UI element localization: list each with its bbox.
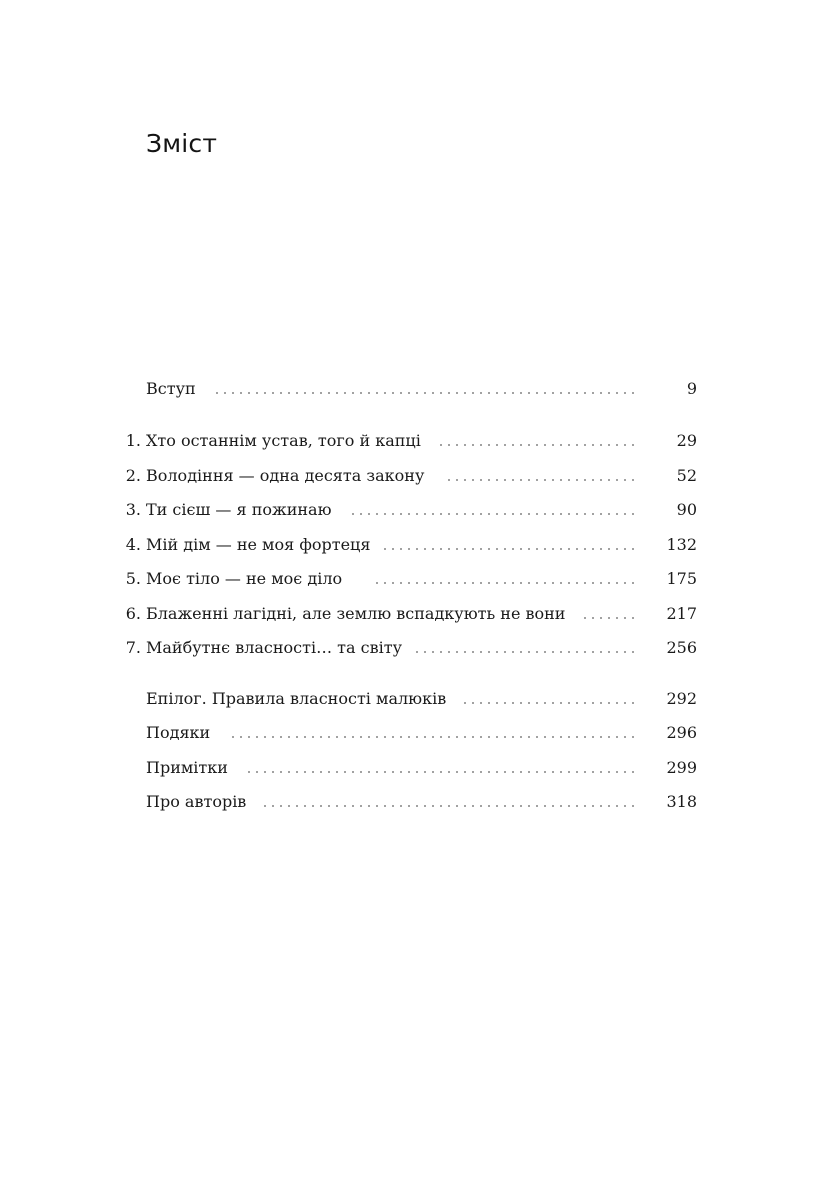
toc-entry-number: 6. xyxy=(125,604,141,623)
toc-entry-page: 9 xyxy=(686,379,697,398)
toc-entry-title: Майбутнє власності… та світу xyxy=(146,638,403,657)
page-title: Зміст xyxy=(146,129,218,158)
toc-entry-number: 3. xyxy=(125,500,141,519)
toc-entry-title: Примітки xyxy=(146,758,228,777)
toc-entry-page: 292 xyxy=(666,689,697,708)
dot-leader xyxy=(258,789,637,815)
toc-entry-title: Моє тіло — не моє діло xyxy=(146,569,343,588)
toc-entry-chapter-1[interactable] xyxy=(125,428,697,454)
toc-entry-page: 52 xyxy=(676,466,697,485)
toc-entry-page: 318 xyxy=(666,792,697,811)
toc-entry-title: Ти сієш — я пожинаю xyxy=(146,500,332,519)
dot-leader xyxy=(442,463,637,489)
toc-entry-notes[interactable] xyxy=(146,755,697,781)
dot-leader xyxy=(210,376,637,402)
toc-entry-page: 256 xyxy=(666,638,697,657)
dot-leader xyxy=(370,566,637,592)
toc-entry-title: Блаженні лагідні, але землю вспадкують не вони xyxy=(146,604,566,623)
dot-leader xyxy=(242,755,637,781)
toc-entry-chapter-3[interactable] xyxy=(125,497,697,523)
toc-entry-number: 1. xyxy=(125,431,141,450)
toc-entry-chapter-2[interactable] xyxy=(125,463,697,489)
toc-entry-chapter-6[interactable] xyxy=(125,601,697,627)
dot-leader xyxy=(434,428,637,454)
dot-leader xyxy=(458,686,637,712)
toc-entry-page: 132 xyxy=(666,535,697,554)
toc-entry-page: 29 xyxy=(676,431,697,450)
toc-entry-number: 5. xyxy=(125,569,141,588)
toc-entry-number: 4. xyxy=(125,535,141,554)
toc-entry-page: 299 xyxy=(666,758,697,777)
toc-entry-title: Епілог. Правила власності малюків xyxy=(146,689,447,708)
toc-entry-about-authors[interactable] xyxy=(146,789,697,815)
dot-leader xyxy=(410,635,637,661)
dot-leader xyxy=(378,532,637,558)
dot-leader xyxy=(346,497,637,523)
toc-entry-number: 2. xyxy=(125,466,141,485)
toc-entry-intro[interactable] xyxy=(146,376,697,402)
toc-entry-title: Вступ xyxy=(146,379,196,398)
toc-entry-chapter-7[interactable] xyxy=(125,635,697,661)
toc-entry-page: 175 xyxy=(666,569,697,588)
toc-entry-chapter-5[interactable] xyxy=(125,566,697,592)
toc-entry-number: 7. xyxy=(125,638,141,657)
dot-leader xyxy=(578,601,637,627)
toc-entry-page: 296 xyxy=(666,723,697,742)
toc-entry-title: Подяки xyxy=(146,723,211,742)
toc-entry-chapter-4[interactable] xyxy=(125,532,697,558)
toc-entry-title: Про авторів xyxy=(146,792,247,811)
toc-entry-title: Мій дім — не моя фортеця xyxy=(146,535,371,554)
toc-entry-acknowledgements[interactable] xyxy=(146,720,697,746)
dot-leader xyxy=(226,720,637,746)
toc-entry-title: Хто останнім устав, того й капці xyxy=(146,431,421,450)
toc-entry-title: Володіння — одна десята закону xyxy=(146,466,425,485)
toc-entry-page: 90 xyxy=(676,500,697,519)
toc-entry-epilogue[interactable] xyxy=(146,686,697,712)
toc-entry-page: 217 xyxy=(666,604,697,623)
